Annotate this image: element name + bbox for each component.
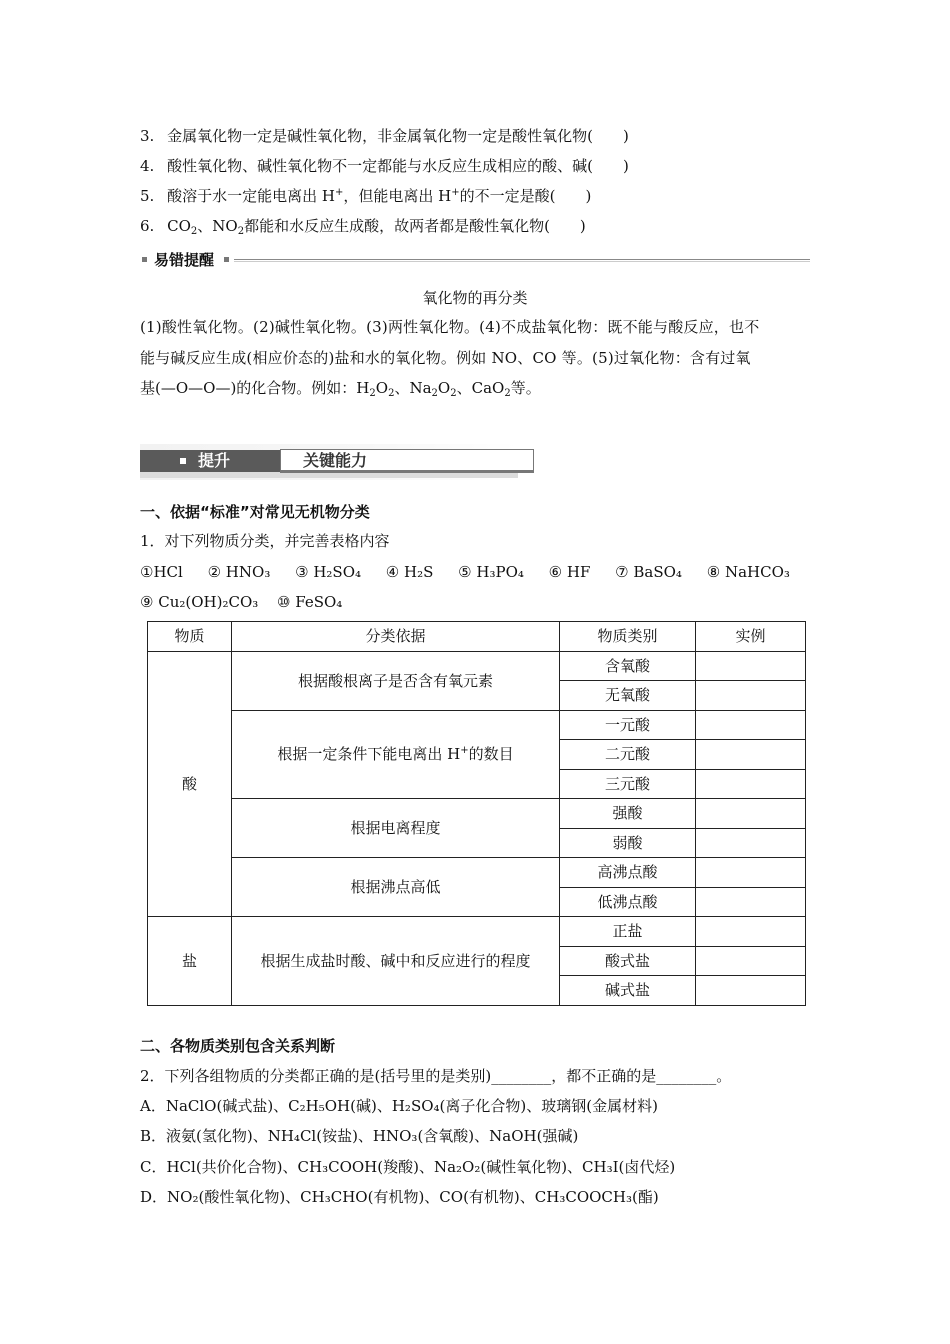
tip-line-3: 基(—O—O—)的化合物。例如：$H_2O_2$、$Na_2O_2$、CaO$_2$等。 [140, 379, 541, 399]
example-cell[interactable] [696, 887, 806, 917]
tip-label: 易错提醒 [154, 251, 215, 269]
category-cell: 强酸 [560, 799, 696, 829]
substance-acid-cell: 酸 [148, 651, 232, 917]
category-cell: 高沸点酸 [560, 858, 696, 888]
basis-cell: 根据沸点高低 [232, 858, 560, 917]
option-d: D．NO₂(酸性氧化物)、CH₃CHO(有机物)、CO(有机物)、CH₃COOCH₃(酯) [140, 1188, 659, 1206]
category-cell: 酸式盐 [560, 946, 696, 976]
table-row [148, 917, 806, 947]
table-header: 实例 [696, 622, 806, 652]
substance: ② HNO₃ [207, 563, 271, 581]
judgement-item-4 [140, 156, 629, 176]
basis-cell: 根据酸根离子是否含有氧元素 [232, 651, 560, 710]
basis-cell: 根据一定条件下能电离出 H+的数目 [232, 710, 560, 799]
substance: ③ H₂SO₄ [295, 563, 362, 581]
item-text: $CO_2$、$NO_2$都能和水反应生成酸，故两者都是酸性氧化物( ) [167, 217, 586, 237]
category-cell: 三元酸 [560, 769, 696, 799]
substance-salt-cell: 盐 [148, 917, 232, 1006]
category-cell: 二元酸 [560, 740, 696, 770]
example-cell[interactable] [696, 681, 806, 711]
substance: ⑧ NaHCO₃ [706, 563, 790, 581]
item-number: 5. [140, 187, 155, 205]
substance-list-row2 [140, 592, 342, 612]
substance: ⑨ Cu₂(OH)₂CO₃ [140, 593, 259, 611]
tip-divider [140, 250, 810, 270]
category-cell: 弱酸 [560, 828, 696, 858]
table-header: 分类依据 [232, 622, 560, 652]
tip-line-1: (1)酸性氧化物。(2)碱性氧化物。(3)两性氧化物。(4)不成盐氧化物：既不能与酸反应，也不 [140, 318, 760, 336]
judgement-item-3 [140, 126, 629, 146]
category-cell: 无氧酸 [560, 681, 696, 711]
option-a: A．NaClO(碱式盐)、C₂H₅OH(碱)、H₂SO₄(离子化合物)、玻璃钢(金属材料) [140, 1097, 658, 1115]
classification-table [147, 621, 806, 1006]
category-cell: 碱式盐 [560, 976, 696, 1006]
substance: ⑤ H₃PO₄ [458, 563, 524, 581]
category-cell: 低沸点酸 [560, 887, 696, 917]
divider-rule [234, 259, 810, 260]
example-cell[interactable] [696, 946, 806, 976]
item-number: 3. [140, 127, 155, 145]
example-cell[interactable] [696, 858, 806, 888]
item-text: 金属氧化物一定是碱性氧化物，非金属氧化物一定是酸性氧化物( ) [167, 127, 629, 145]
item-text: 酸溶于水一定能电离出 H+，但能电离出 H+的不一定是酸( ) [167, 187, 592, 205]
category-cell: 正盐 [560, 917, 696, 947]
judgement-item-6 [140, 216, 586, 236]
table-header-row [148, 622, 806, 652]
substance: ⑥ HF [548, 563, 591, 581]
substance: ⑩ FeSO₄ [277, 593, 343, 611]
table-row [148, 651, 806, 681]
tip-line-2: 能与碱反应生成(相应价态的)盐和水的氧化物。例如 NO、CO 等。(5)过氧化物：含有过氧 [140, 349, 751, 367]
item-number: 6. [140, 217, 155, 235]
question-1: 1．对下列物质分类，并完善表格内容 [140, 532, 390, 550]
substance: ④ H₂S [385, 563, 434, 581]
example-cell[interactable] [696, 651, 806, 681]
banner-right-label: 关键能力 [303, 451, 368, 470]
basis-cell: 根据电离程度 [232, 799, 560, 858]
square-bullet-icon [142, 257, 147, 262]
judgement-item-5 [140, 186, 591, 206]
table-row [148, 710, 806, 740]
table-row [148, 858, 806, 888]
basis-cell: 根据生成盐时酸、碱中和反应进行的程度 [232, 917, 560, 1006]
section2-heading: 二、各物质类别包含关系判断 [140, 1037, 336, 1055]
tip-title: 氧化物的再分类 [422, 289, 528, 307]
square-bullet-icon [224, 257, 229, 262]
category-cell: 一元酸 [560, 710, 696, 740]
banner-right [280, 449, 534, 473]
category-cell: 含氧酸 [560, 651, 696, 681]
table-header: 物质 [148, 622, 232, 652]
item-text: 酸性氧化物、碱性氧化物不一定都能与水反应生成相应的酸、碱( ) [167, 157, 629, 175]
banner-left [140, 450, 280, 472]
example-cell[interactable] [696, 799, 806, 829]
example-cell[interactable] [696, 769, 806, 799]
item-number: 4. [140, 157, 155, 175]
option-b: B．液氨(氢化物)、NH₄Cl(铵盐)、HNO₃(含氧酸)、NaOH(强碱) [140, 1127, 579, 1145]
divider-rule [234, 261, 810, 262]
example-cell[interactable] [696, 710, 806, 740]
table-header: 物质类别 [560, 622, 696, 652]
substance: ⑦ BaSO₄ [615, 563, 682, 581]
option-c: C．HCl(共价化合物)、CH₃COOH(羧酸)、Na₂O₂(碱性氧化物)、CH₃I(卤代烃) [140, 1158, 676, 1176]
question-2: 2．下列各组物质的分类都正确的是(括号里的是类别)________，都不正确的是________。 [140, 1067, 732, 1085]
square-bullet-icon [180, 458, 186, 464]
example-cell[interactable] [696, 917, 806, 947]
section1-heading: 一、依据“标准”对常见无机物分类 [140, 503, 370, 521]
example-cell[interactable] [696, 828, 806, 858]
table-row [148, 799, 806, 829]
section-banner [140, 444, 518, 480]
banner-left-label: 提升 [198, 451, 231, 470]
substance: ①HCl [140, 563, 183, 581]
substance-list-row1 [140, 562, 790, 582]
example-cell[interactable] [696, 740, 806, 770]
example-cell[interactable] [696, 976, 806, 1006]
